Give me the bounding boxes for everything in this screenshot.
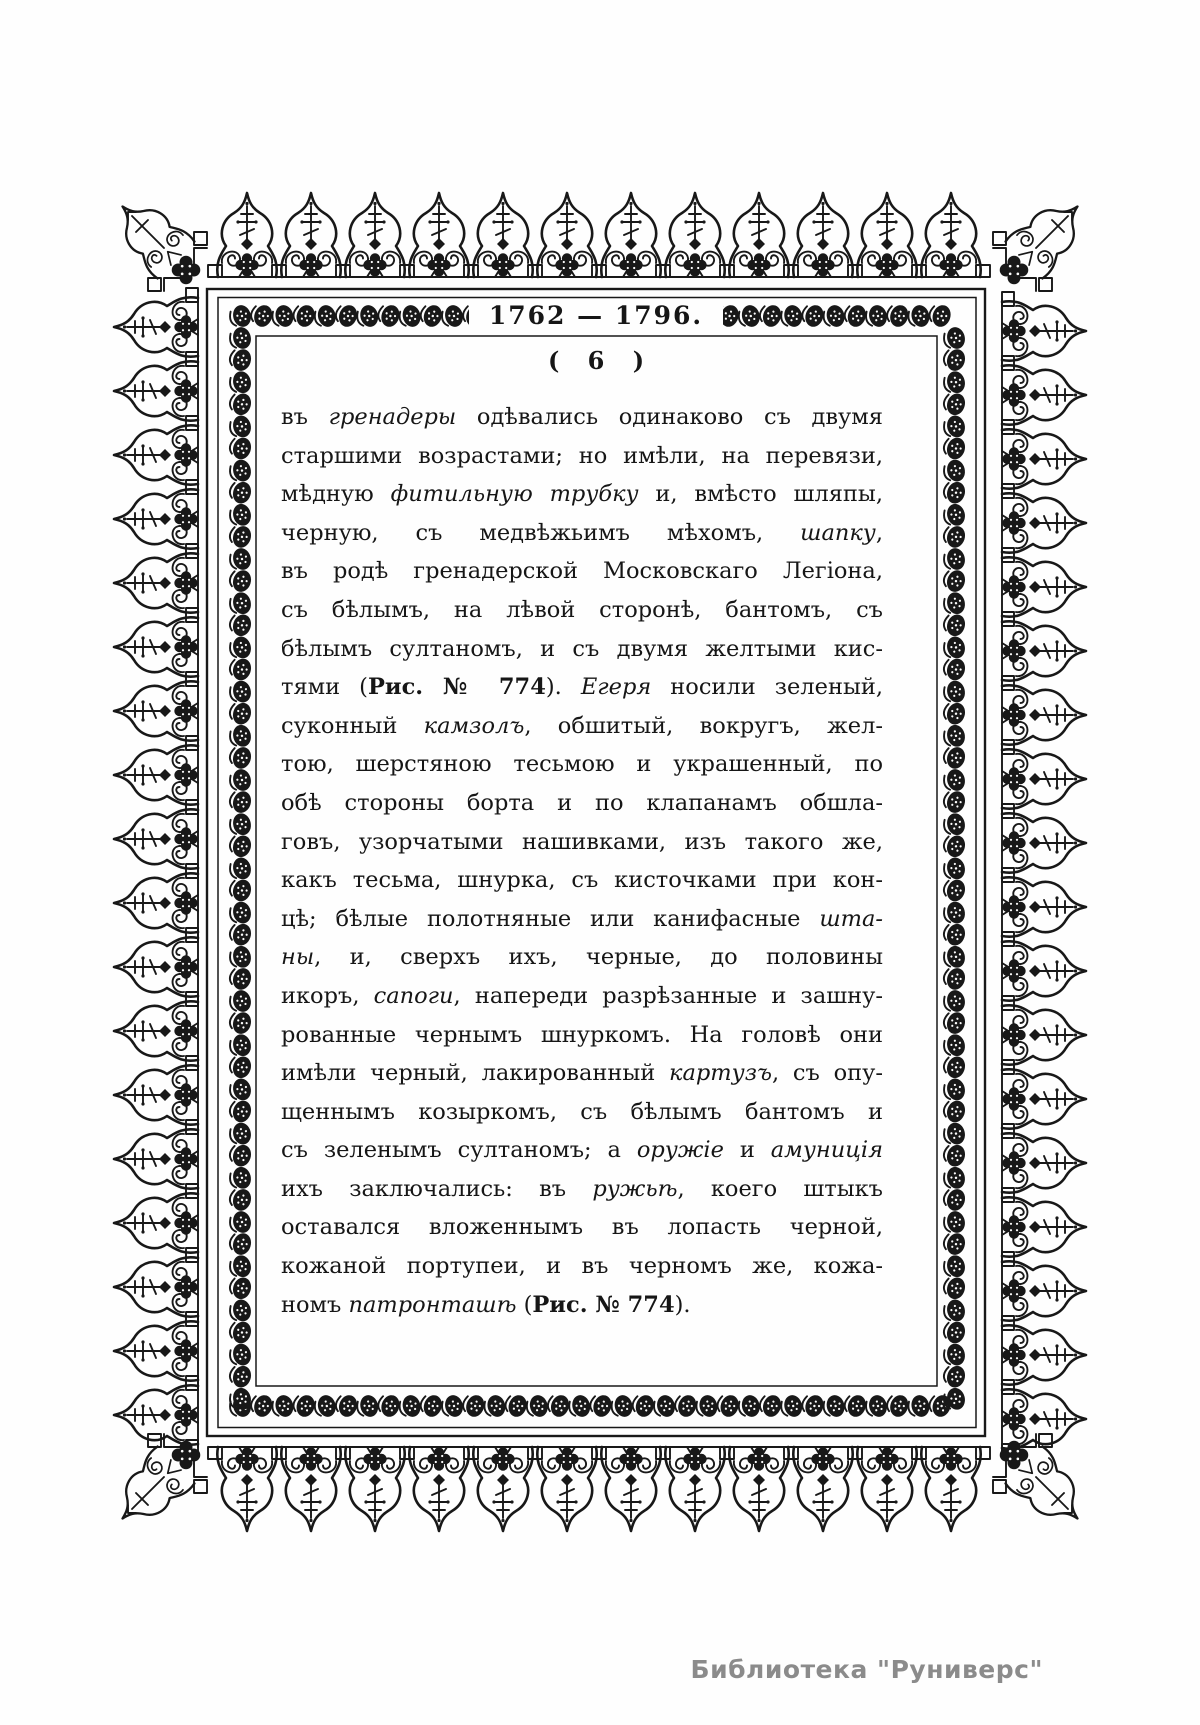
text-line: тями (Рис. № 774). Егеря носили зеленый,	[281, 674, 884, 701]
text-line: ихъ заключались: въ ружьѣ, коего штыкъ	[281, 1175, 883, 1202]
text-line: съ бѣлымъ, на лѣвой сторонѣ, бантомъ, съ	[281, 596, 883, 623]
text-line: оставался вложеннымъ въ лопасть черной,	[281, 1214, 883, 1241]
library-watermark: Библиотека "Руниверс"	[690, 1655, 1043, 1684]
page-number: ( 6 )	[547, 346, 645, 375]
text-line: суконный камзолъ, обшитый, вокругъ, жел-	[281, 712, 884, 739]
text-line: обѣ стороны борта и по клапанамъ обшла-	[281, 789, 883, 816]
text-line: ны, и, сверхъ ихъ, черные, до половины	[281, 944, 883, 971]
text-line: щеннымъ козыркомъ, съ бѣлымъ бантомъ и	[281, 1098, 883, 1125]
text-line: черную, съ медвѣжьимъ мѣхомъ, шапку,	[281, 519, 883, 546]
text-line: какъ тесьма, шнурка, съ кисточками при кон-	[281, 867, 883, 894]
text-line: съ зеленымъ султаномъ; а оружіе и амуниція	[281, 1137, 883, 1164]
text-line: рованные чернымъ шнуркомъ. На головѣ они	[281, 1021, 883, 1048]
text-line: номъ патронташѣ (Рис. № 774).	[281, 1291, 691, 1318]
text-line: икоръ, сапоги, напереди разрѣзанные и зашну-	[281, 982, 883, 1009]
text-line: бѣлымъ султаномъ, и съ двумя желтыми кис-	[281, 635, 883, 662]
text-line: старшими возрастами; но имѣли, на перевязи,	[281, 442, 883, 469]
text-line: кожаной портупеи, и въ черномъ же, кожа-	[281, 1253, 883, 1280]
header-band	[207, 299, 985, 332]
text-line: въ родѣ гренадерской Московскаго Легіона,	[281, 558, 883, 585]
text-line: въ гренадеры одѣвались одинаково съ двумя	[281, 404, 883, 430]
text-line: говъ, узорчатыми нашивками, изъ такого же,	[281, 828, 883, 855]
text-line: цѣ; бѣлые полотняные или канифасные шта-	[281, 905, 883, 932]
body-text	[281, 398, 883, 1324]
text-line: тою, шерстяною тесьмою и украшенный, по	[281, 751, 883, 778]
text-line: имѣли черный, лакированный картузъ, съ опу-	[281, 1060, 883, 1087]
text-line: мѣдную фитильную трубку и, вмѣсто шляпы,	[281, 481, 883, 508]
header-year-range: 1762 — 1796.	[469, 299, 723, 332]
